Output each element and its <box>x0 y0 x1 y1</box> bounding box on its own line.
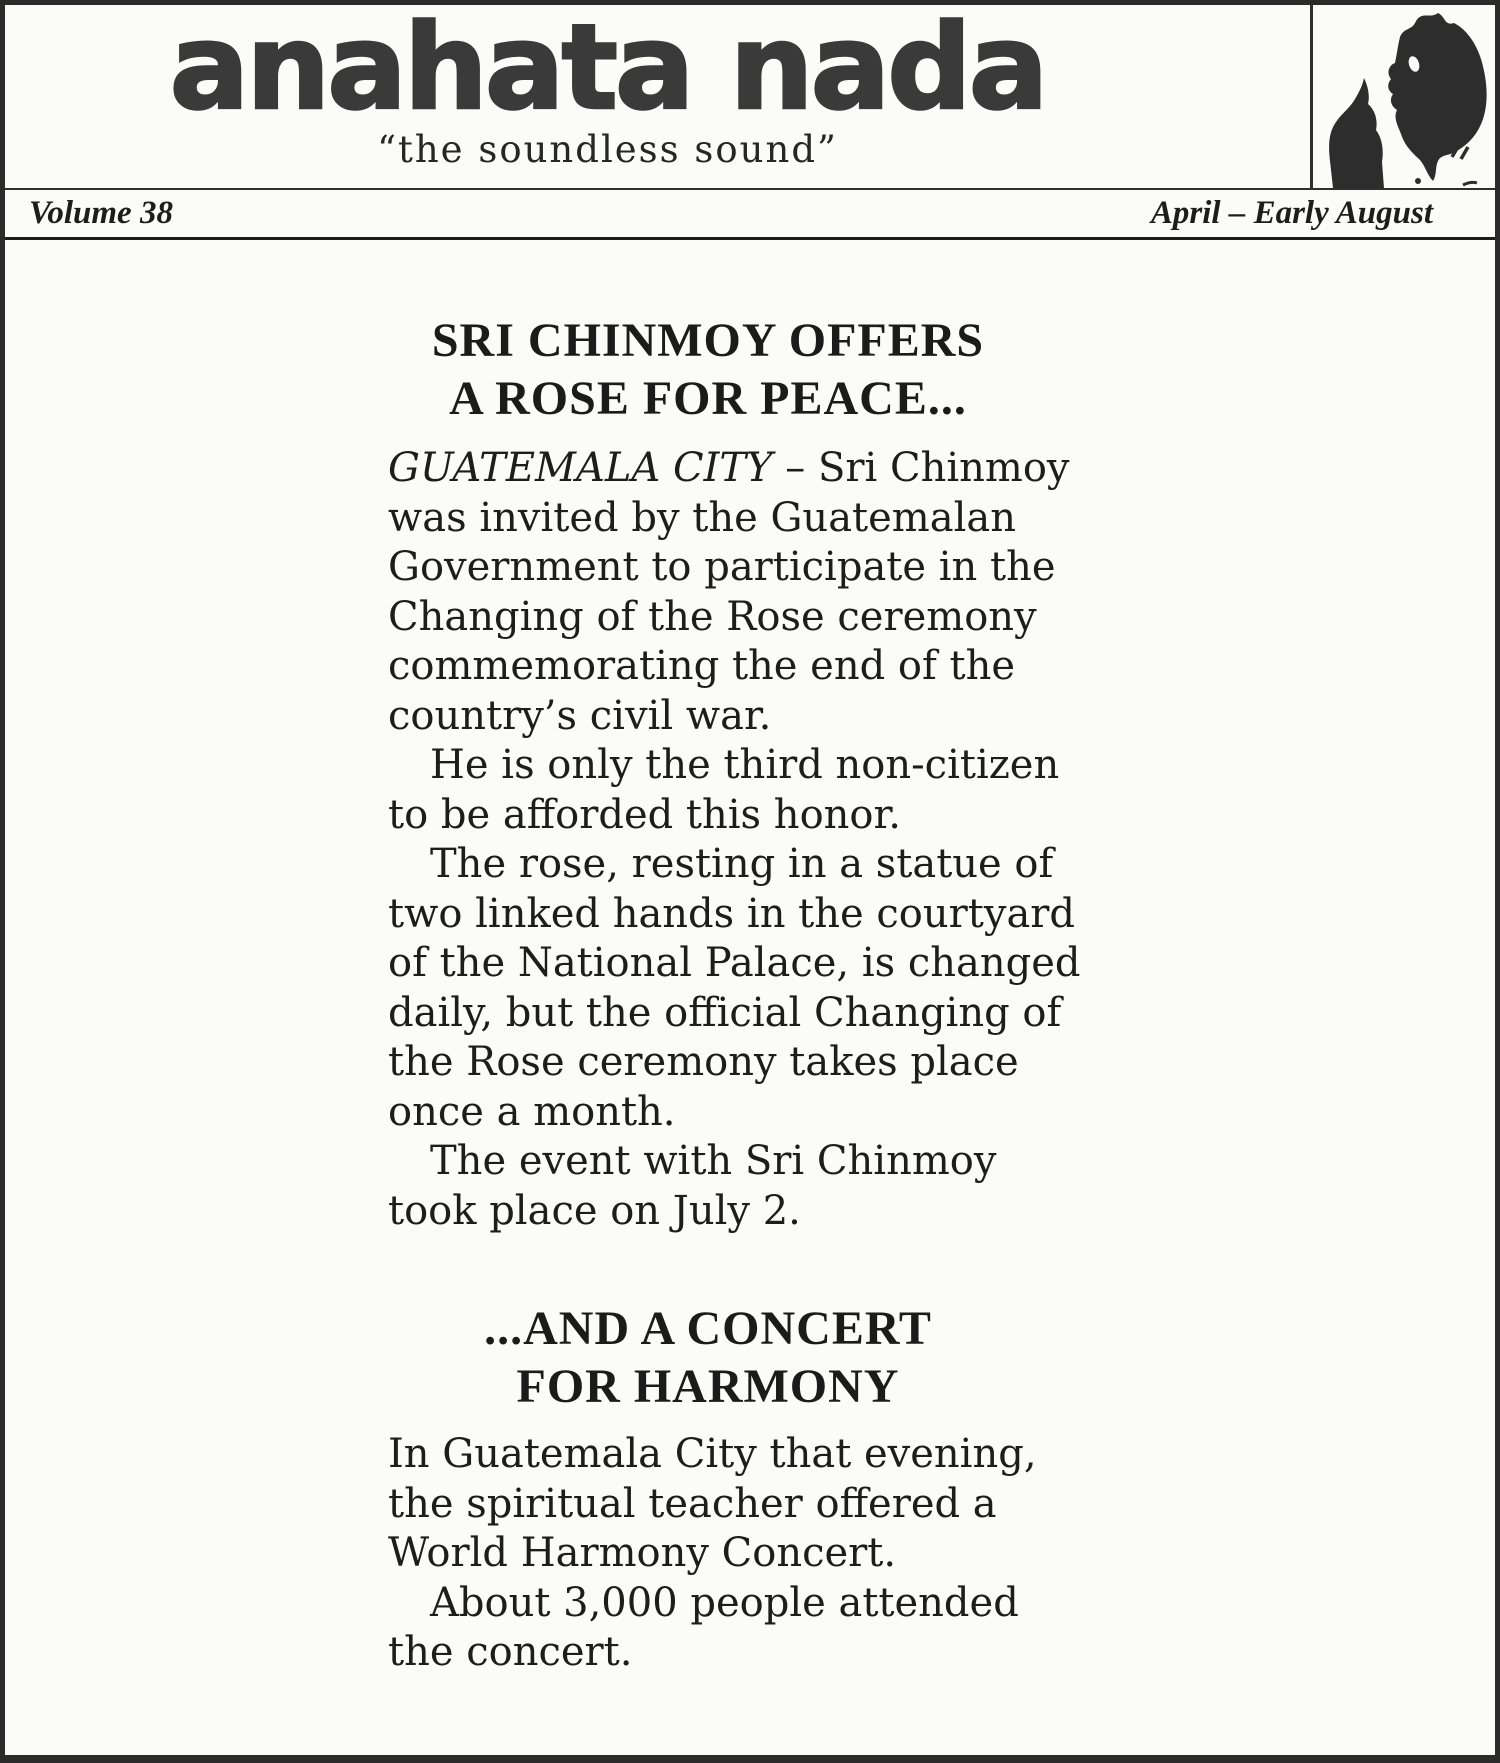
body-text-line: About 3,000 people attended <box>430 1579 1019 1626</box>
newsletter-tagline: “the soundless sound” <box>377 128 838 171</box>
body-text-line: Government to participate in the <box>388 544 1056 590</box>
body-text-line: The event with Sri Chinmoy <box>430 1138 997 1184</box>
paragraph <box>388 1579 1028 1678</box>
body-text-line: two linked hands in the courtyard <box>388 890 1076 937</box>
body-text-line: the concert. <box>388 1629 633 1675</box>
paragraph <box>388 444 1070 741</box>
headline-line: SRI CHINMOY OFFERS <box>431 314 985 367</box>
body-text-line: of the National Palace, is changed <box>388 940 1081 986</box>
article-2-headline <box>388 1300 1028 1416</box>
body-text-line: In Guatemala City that evening, <box>388 1431 1037 1477</box>
body-text-line: daily, but the official Changing of <box>388 989 1062 1036</box>
headline-line: ...AND A CONCERT <box>484 1302 932 1355</box>
paragraph <box>388 741 1060 840</box>
article-column <box>388 312 1081 1678</box>
article-1-headline <box>388 312 1028 428</box>
headline-line: FOR HARMONY <box>516 1360 900 1413</box>
body-text-line: once a month. <box>388 1088 676 1135</box>
headline-line: A ROSE FOR PEACE... <box>449 372 967 425</box>
body-text-line: World Harmony Concert. <box>388 1530 897 1576</box>
paragraph <box>388 1430 1037 1579</box>
dateline-rest: – Sri Chinmoy <box>772 445 1070 491</box>
issue-bar <box>5 190 1495 240</box>
article-1-body <box>388 444 1081 1236</box>
paragraph <box>388 840 1081 1137</box>
body-text-line: the Rose ceremony takes place <box>388 1039 1019 1085</box>
date-range-label: April – Early August <box>1150 195 1433 231</box>
paragraph-lines <box>388 494 1056 742</box>
masthead-text-area <box>5 0 1310 188</box>
body-text-line <box>388 444 1070 494</box>
paragraph <box>388 1137 1028 1236</box>
body-text-line: He is only the third non-citizen <box>430 742 1060 788</box>
article-2-body <box>388 1430 1037 1678</box>
body-text-line: Changing of the Rose ceremony <box>388 593 1037 640</box>
newsletter-title: anahata nada <box>169 0 1046 136</box>
body-text-line: to be afforded this honor. <box>388 791 901 838</box>
dateline: GUATEMALA CITY <box>388 445 773 491</box>
body-text-line: the spiritual teacher offered a <box>388 1480 997 1527</box>
body-text-line: country’s civil war. <box>388 692 772 739</box>
volume-label: Volume 38 <box>29 195 173 231</box>
body-text-line: commemorating the end of the <box>388 643 1016 689</box>
praying-figure-silhouette-icon <box>1313 5 1495 188</box>
body-text-line: was invited by the Guatemalan <box>388 494 1016 541</box>
body-text-line: The rose, resting in a statue of <box>430 841 1054 887</box>
body-text-line: took place on July 2. <box>388 1187 801 1234</box>
masthead-photo-box <box>1310 5 1495 188</box>
masthead <box>5 0 1495 190</box>
